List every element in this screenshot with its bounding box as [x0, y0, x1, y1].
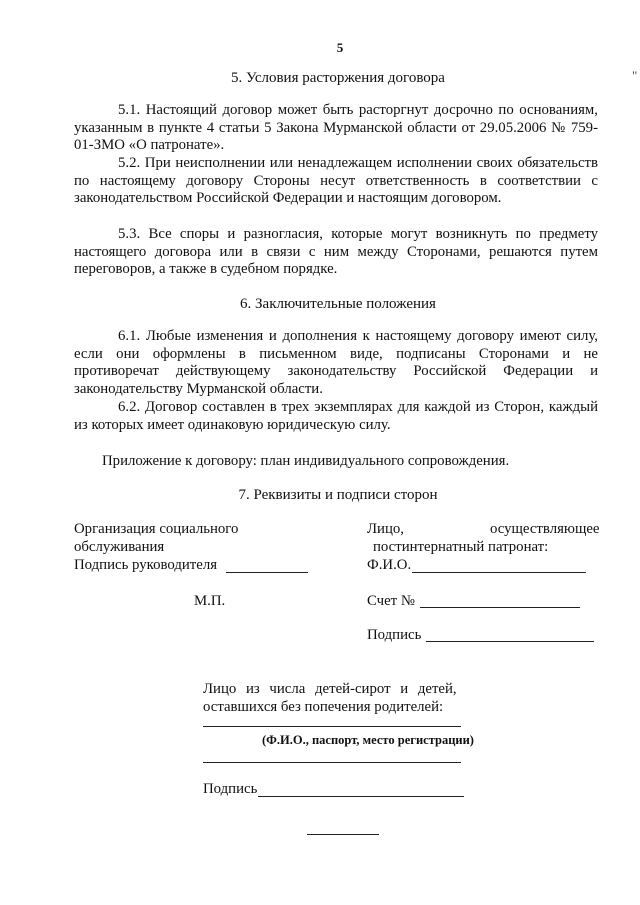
orphan-label-line1: Лицо из числа детей-сирот и детей,	[203, 681, 457, 697]
patron-label-line1b: осуществляющее	[490, 521, 600, 537]
patron-fio-line[interactable]	[412, 572, 586, 573]
head-signature-line[interactable]	[226, 572, 308, 573]
org-label-line1: Организация социального	[74, 521, 239, 537]
end-separator	[307, 834, 379, 835]
orphan-label-line2: оставшихся без попечения родителей:	[203, 699, 444, 715]
paragraph-6-1: 6.1. Любые изменения и дополнения к настоящему договору имеют силу, если они оформлены в письменном виде, подписаны Сторонами и не противоречат действующему законодательству Российской Федерации и законодательству Мурманской области.	[74, 328, 598, 397]
stamp-label: М.П.	[194, 593, 226, 609]
orphan-signature-label: Подпись	[203, 781, 258, 797]
org-label-line2: обслуживания	[74, 539, 165, 555]
section-6-title: 6. Заключительные положения	[240, 296, 436, 312]
orphan-signature-line[interactable]	[258, 796, 464, 797]
paragraph-6-2: 6.2. Договор составлен в трех экземплярах для каждой из Сторон, каждый из которых имеет одинаковую юридическую силу.	[74, 399, 598, 433]
section-5-title: 5. Условия расторжения договора	[231, 70, 445, 86]
patron-fio-label: Ф.И.О.	[367, 557, 412, 573]
patron-label-line1a: Лицо,	[367, 521, 404, 537]
orphan-details-caption: (Ф.И.О., паспорт, место регистрации)	[262, 733, 474, 747]
section-7-title: 7. Реквизиты и подписи сторон	[238, 487, 438, 503]
orphan-details-line-1[interactable]	[203, 726, 461, 727]
paragraph-5-2: 5.2. При неисполнении или ненадлежащем исполнении своих обязательств по настоящему договору Стороны несут ответственность в соответствии с законодательством Российской Федерации и настоящим договором.	[74, 155, 598, 207]
account-label: Счет №	[367, 593, 415, 609]
paragraph-5-1: 5.1. Настоящий договор может быть расторгнут досрочно по основаниям, указанным в пункте 4 статьи 5 Закона Мурманской области от 29.05.2006 № 759-01-ЗМО «О патронате».	[74, 102, 598, 154]
head-signature-label: Подпись руководителя	[74, 557, 218, 573]
page-number: 5	[336, 40, 344, 55]
account-line[interactable]	[420, 607, 580, 608]
appendix-note: Приложение к договору: план индивидуального сопровождения.	[102, 453, 510, 469]
paragraph-5-3: 5.3. Все споры и разногласия, которые могут возникнуть по предмету настоящего договора или в связи с ним между Сторонами, решаются путем переговоров, а также в судебном порядке.	[74, 226, 598, 278]
edge-mark: "	[632, 68, 638, 83]
patron-label-line2: постинтернатный патронат:	[373, 539, 549, 555]
patron-signature-label: Подпись	[367, 627, 422, 643]
patron-signature-line[interactable]	[426, 641, 594, 642]
orphan-details-line-2[interactable]	[203, 762, 461, 763]
